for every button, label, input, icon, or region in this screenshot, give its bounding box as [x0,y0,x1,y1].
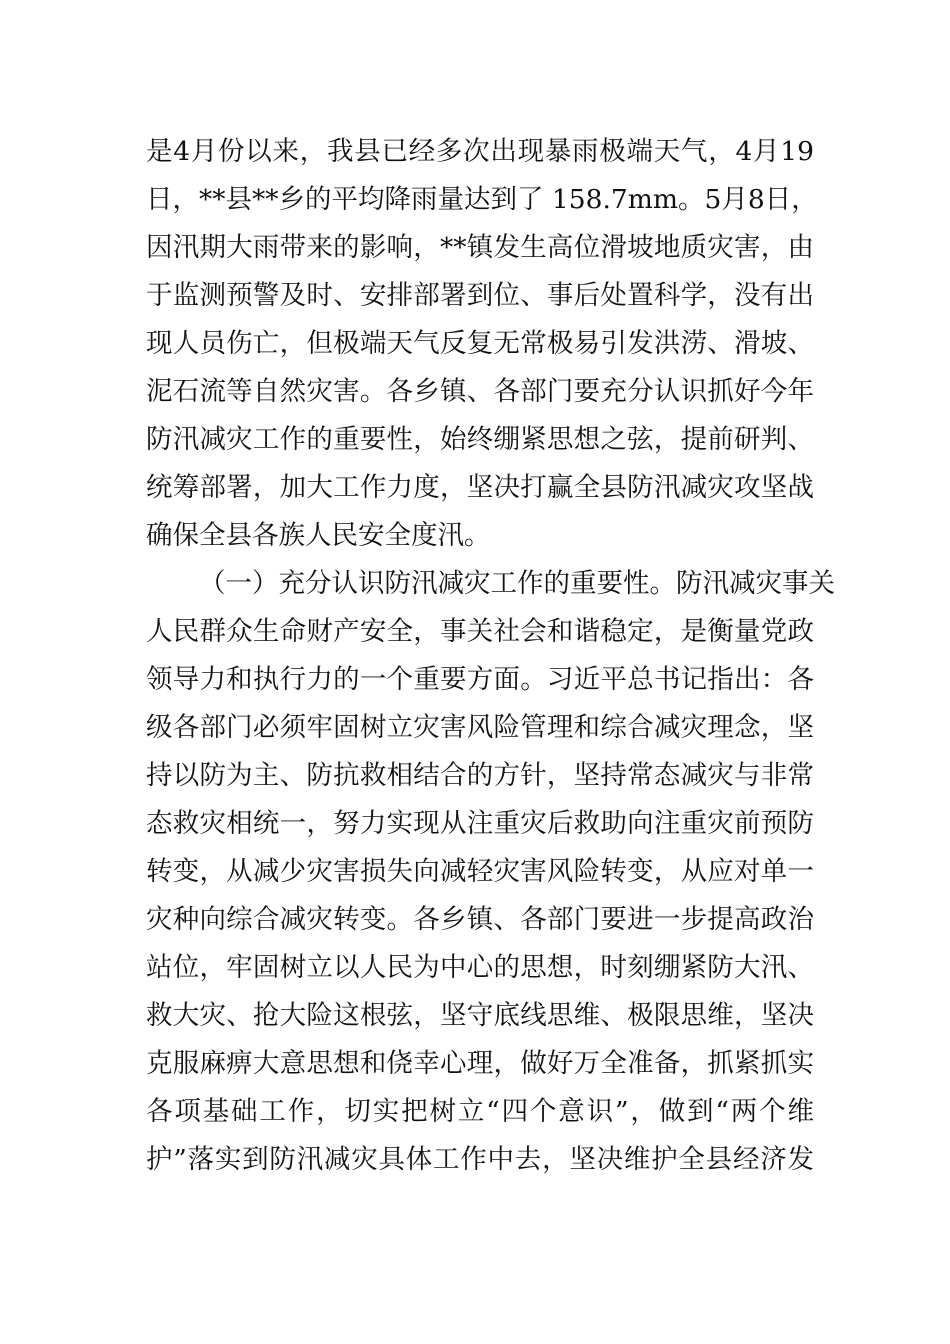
paragraph-line: 于监测预警及时、安排部署到位、事后处置科学，没有出 [146,280,814,311]
paragraph-line: 因汛期大雨带来的影响，**镇发生高位滑坡地质灾害，由 [146,232,814,263]
paragraph-1 [146,128,818,560]
paragraph-line: 转变，从减少灾害损失向减轻灾害风险转变，从应对单一 [146,856,814,887]
paragraph-line: 级各部门必须牢固树立灾害风险管理和综合减灾理念，坚 [146,712,814,743]
paragraph-line: 护”落实到防汛减灾具体工作中去，坚决维护全县经济发 [146,1144,814,1175]
paragraph-line: 各项基础工作，切实把树立“四个意识”，做到“两个维 [146,1096,814,1127]
paragraph-line: 站位，牢固树立以人民为中心的思想，时刻绷紧防大汛、 [146,952,814,983]
paragraph-line: 人民群众生命财产安全，事关社会和谐稳定，是衡量党政 [146,616,814,647]
paragraph-line: 统筹部署，加大工作力度，坚决打赢全县防汛减灾攻坚战 [146,472,814,503]
paragraph-line: 泥石流等自然灾害。各乡镇、各部门要充分认识抓好今年 [146,376,814,407]
paragraph-line: 救大灾、抢大险这根弦，坚守底线思维、极限思维，坚决 [146,1000,814,1031]
paragraph-2 [146,560,835,1184]
paragraph-line: 是4月份以来，我县已经多次出现暴雨极端天气，4月19 [146,136,814,167]
paragraph-line: （一）充分认识防汛减灾工作的重要性。防汛减灾事关 [199,568,835,599]
paragraph-line: 持以防为主、防抗救相结合的方针，坚持常态减灾与非常 [146,760,814,791]
paragraph-line: 确保全县各族人民安全度汛。 [146,520,491,551]
document-body [146,128,835,1184]
paragraph-line: 领导力和执行力的一个重要方面。习近平总书记指出：各 [146,664,814,695]
paragraph-line: 态救灾相统一，努力实现从注重灾后救助向注重灾前预防 [146,808,814,839]
paragraph-line: 现人员伤亡，但极端天气反复无常极易引发洪涝、滑坡、 [146,328,814,359]
paragraph-line: 日，**县**乡的平均降雨量达到了 158.7mm。5月8日， [146,184,818,215]
paragraph-line: 克服麻痹大意思想和侥幸心理，做好万全准备，抓紧抓实 [146,1048,814,1079]
paragraph-line: 防汛减灾工作的重要性，始终绷紧思想之弦，提前研判、 [146,424,814,455]
paragraph-line: 灾种向综合减灾转变。各乡镇、各部门要进一步提高政治 [146,904,814,935]
